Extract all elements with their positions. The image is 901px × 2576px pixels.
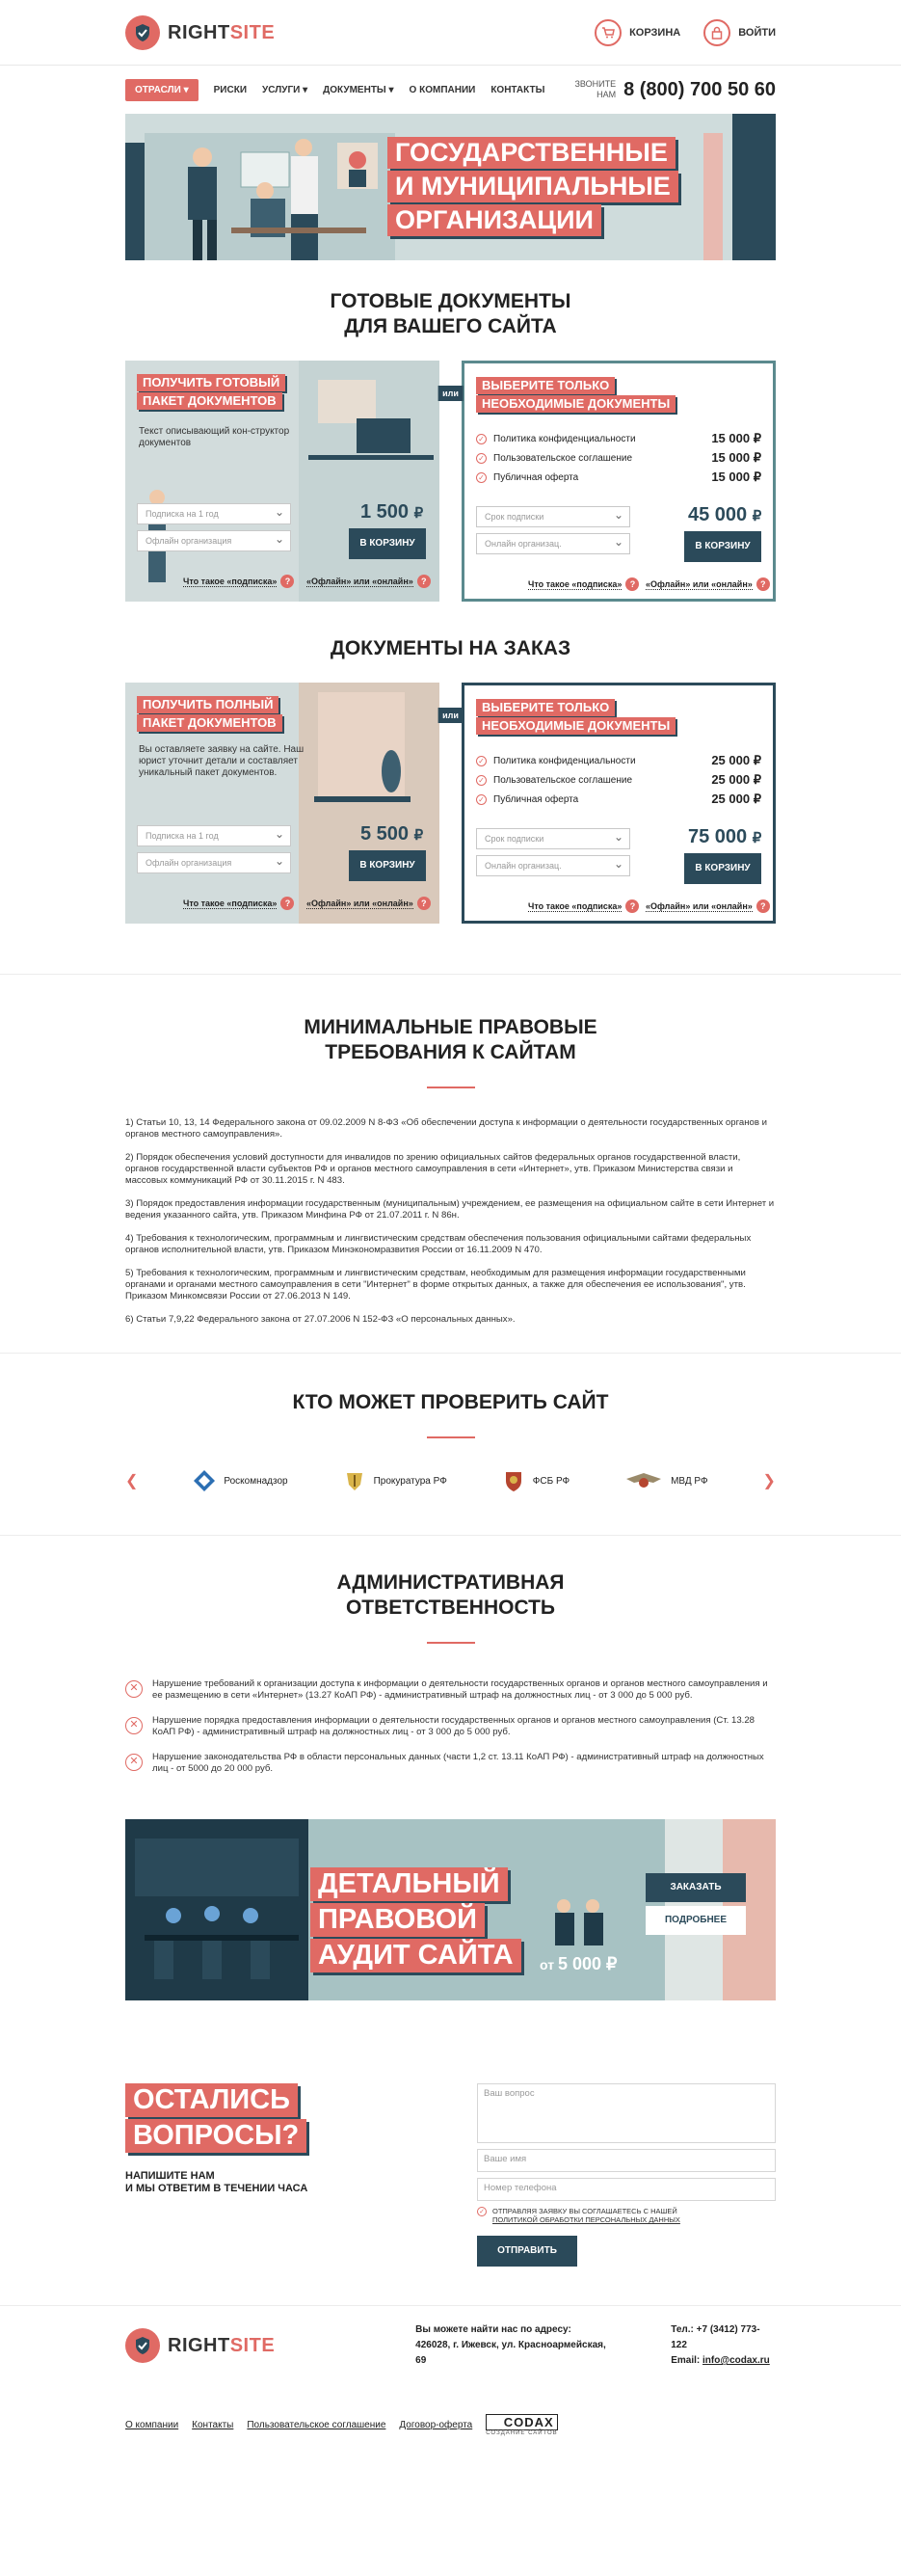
add-to-cart-button[interactable]: В КОРЗИНУ — [349, 850, 426, 881]
ready-doc-list — [476, 429, 761, 487]
subscription-help-link[interactable]: Что такое «подписка» ? — [528, 577, 639, 591]
close-circle-icon: ✕ — [125, 1717, 143, 1734]
question-icon: ? — [625, 899, 639, 913]
carousel-prev-icon[interactable]: ❮ — [125, 1473, 139, 1489]
login-label: ВОЙТИ — [738, 27, 776, 39]
nav-documents[interactable]: ДОКУМЕНТЫ ▾ — [323, 84, 394, 95]
nav-contacts[interactable]: КОНТАКТЫ — [490, 84, 545, 95]
question-icon: ? — [280, 575, 294, 588]
audit-title: ДЕТАЛЬНЫЙ ПРАВОВОЙ АУДИТ САЙТА — [310, 1867, 521, 1974]
term-select[interactable]: Срок подписки ⌄ — [476, 506, 630, 527]
footer-email[interactable]: info@codax.ru — [702, 2355, 770, 2366]
main-nav — [0, 66, 901, 114]
footer-link-contacts[interactable]: Контакты — [192, 2419, 234, 2430]
check-icon: ✓ — [476, 434, 487, 444]
privacy-policy-link[interactable]: ПОЛИТИКОЙ ОБРАБОТКИ ПЕРСОНАЛЬНЫХ ДАННЫХ — [492, 2215, 680, 2224]
liability-list — [125, 1678, 776, 1775]
roskomnadzor-icon — [193, 1469, 216, 1492]
footer-link-offer[interactable]: Договор-оферта — [399, 2419, 473, 2430]
more-audit-button[interactable]: ПОДРОБНЕЕ — [646, 1906, 746, 1935]
add-to-cart-button[interactable]: В КОРЗИНУ — [684, 531, 761, 562]
lock-icon — [703, 19, 730, 46]
custom-package-price: 5 500 ₽ — [360, 823, 424, 845]
ready-select-card — [462, 361, 776, 602]
custom-doc-list — [476, 751, 761, 809]
custom-select-total: 75 000 ₽ — [688, 826, 762, 847]
prosecutor-emblem-icon — [343, 1469, 366, 1492]
or-badge: или — [437, 386, 464, 401]
ready-package-price: 1 500 ₽ — [360, 501, 424, 523]
title-underline — [427, 1436, 475, 1438]
liability-title: АДМИНИСТРАТИВНАЯ ОТВЕТСТВЕННОСТЬ — [336, 1571, 565, 1619]
name-input[interactable]: Ваше имя — [477, 2149, 776, 2172]
question-icon: ? — [417, 575, 431, 588]
ready-package-heading: ПОЛУЧИТЬ ГОТОВЫЙ ПАКЕТ ДОКУМЕНТОВ — [137, 374, 285, 411]
agency-prosecutor[interactable]: Прокуратура РФ — [343, 1469, 447, 1492]
close-circle-icon: ✕ — [125, 1754, 143, 1771]
nav-about[interactable]: О КОМПАНИИ — [409, 84, 476, 95]
question-icon: ? — [417, 897, 431, 910]
law-item: 1) Статьи 10, 13, 14 Федерального закона от 09.02.2009 N 8-ФЗ «Об обеспечении доступа к информации о деятельности государственных органов и органов местного самоуправления». — [125, 1117, 767, 1140]
nav-risks[interactable]: РИСКИ — [213, 84, 248, 95]
header — [0, 0, 901, 66]
liability-item: ✕ Нарушение законодательства РФ в области персональных данных (части 1,2 ст. 13.11 КоАП РФ) - административный штраф на должностных лиц - от 5000 до 20 000 руб. — [125, 1752, 776, 1775]
check-icon: ✓ — [476, 794, 487, 805]
ready-docs-cards — [125, 361, 776, 602]
question-form — [477, 2083, 776, 2267]
online-select[interactable]: Онлайн организац. ⌄ — [476, 533, 630, 554]
shield-icon — [125, 2328, 160, 2363]
close-circle-icon: ✕ — [125, 1680, 143, 1698]
question-icon: ? — [625, 577, 639, 591]
law-item: 5) Требования к технологическим, программным и лингвистическим средствам, необходимым для размещения информации государственными органами и органами местного самоуправления в сети "Интернет" в форме открытых данных, а также для обеспечения ее использования", утв. Приказом Минкомсвязи России от 27.06.2013 N 149. — [125, 1268, 746, 1301]
logo-text: RIGHTSITE — [168, 2334, 276, 2356]
doc-row[interactable]: ✓ Политика конфиденциальности 15 000 ₽ — [476, 429, 761, 448]
add-to-cart-button[interactable]: В КОРЗИНУ — [684, 853, 761, 884]
doc-row[interactable]: ✓ Публичная оферта 15 000 ₽ — [476, 468, 761, 487]
subscription-help-link[interactable]: Что такое «подписка» ? — [528, 899, 639, 913]
custom-package-heading: ПОЛУЧИТЬ ПОЛНЫЙ ПАКЕТ ДОКУМЕНТОВ — [137, 696, 282, 733]
check-icon: ✓ — [476, 775, 487, 786]
call-label: ЗВОНИТЕ НАМ — [574, 79, 617, 99]
question-textarea[interactable]: Ваш вопрос — [477, 2083, 776, 2143]
liability-item: ✕ Нарушение требований к организации доступа к информации о деятельности государственных органов и органов местного самоуправления и ее размещению в сети «Интернет» (13.27 КоАП РФ) - административный штраф на должностных лиц - от 3 000 до 5 000 руб. — [125, 1678, 776, 1702]
footer-link-about[interactable]: О компании — [125, 2419, 179, 2430]
check-icon: ✓ — [476, 453, 487, 464]
offline-help-link[interactable]: «Офлайн» или «онлайн» ? — [646, 899, 770, 913]
question-icon: ? — [756, 577, 770, 591]
check-icon: ✓ — [477, 2207, 487, 2216]
subscription-select[interactable]: Подписка на 1 год ⌄ — [137, 503, 291, 524]
shield-icon — [125, 15, 160, 50]
footer-phone[interactable]: +7 (3412) 773-122 — [671, 2324, 760, 2350]
logo[interactable] — [125, 15, 275, 50]
footer — [0, 2306, 901, 2464]
or-badge: или — [437, 708, 464, 723]
doc-row[interactable]: ✓ Пользовательское соглашение 15 000 ₽ — [476, 448, 761, 468]
custom-select-card — [462, 683, 776, 924]
audit-banner — [125, 1819, 776, 2000]
add-to-cart-button[interactable]: В КОРЗИНУ — [349, 528, 426, 559]
ready-docs-title: ГОТОВЫЕ ДОКУМЕНТЫ ДЛЯ ВАШЕГО САЙТА — [330, 290, 571, 337]
login-link[interactable] — [703, 19, 776, 46]
subscription-select[interactable]: Подписка на 1 год ⌄ — [137, 825, 291, 846]
footer-logo[interactable] — [125, 2328, 275, 2363]
liability-item: ✕ Нарушение порядка предоставления информации о деятельности государственных органов и органов местного самоуправления (Ст. 13.28 КоАП РФ) - административный штраф на должностных лиц - от 3 000 до 5 000 руб. — [125, 1715, 776, 1738]
ready-select-heading: ВЫБЕРИТЕ ТОЛЬКО НЕОБХОДИМЫЕ ДОКУМЕНТЫ — [476, 377, 676, 414]
term-select[interactable]: Срок подписки ⌄ — [476, 828, 630, 849]
cart-link[interactable] — [595, 19, 680, 46]
check-icon: ✓ — [476, 756, 487, 766]
question-icon: ? — [280, 897, 294, 910]
doc-row[interactable]: ✓ Политика конфиденциальности 25 000 ₽ — [476, 751, 761, 770]
audit-price: от 5 000 ₽ — [540, 1954, 618, 1973]
title-underline — [427, 1087, 475, 1088]
custom-package-card — [125, 683, 439, 924]
footer-address: Вы можете найти нас по адресу: 426028, г. Ижевск, ул. Красноармейская, 69 — [415, 2324, 606, 2366]
law-item: 2) Порядок обеспечения условий доступности для инвалидов по зрению официальных сайтов федеральных органов государственной власти, органов государственной власти субъектов РФ и органов местного самоуправления в сети «Интернет», утв. Приказом Министерства связи и массовых коммуникаций РФ от 30.11.2015 г. N 483. — [125, 1152, 741, 1186]
carousel-next-icon[interactable]: ❯ — [762, 1473, 776, 1489]
custom-docs-cards — [125, 683, 776, 924]
laws-list — [125, 1117, 776, 1326]
question-icon: ? — [756, 899, 770, 913]
agency-fsb[interactable]: ФСБ РФ — [502, 1469, 570, 1492]
footer-link-agreement[interactable]: Пользовательское соглашение — [247, 2419, 386, 2430]
divider — [0, 1353, 901, 1354]
questions-title: ОСТАЛИСЬ ВОПРОСЫ? — [125, 2083, 376, 2153]
ready-package-card — [125, 361, 439, 602]
logo-text: RIGHTSITE — [168, 21, 276, 43]
agency-roskomnadzor[interactable]: Роскомнадзор — [193, 1469, 287, 1492]
codax-logo[interactable]: CODAX СОЗДАНИЕ САЙТОВ — [486, 2414, 558, 2436]
offline-help-link[interactable]: «Офлайн» или «онлайн» ? — [306, 575, 431, 588]
divider — [0, 974, 901, 975]
law-item: 3) Порядок предоставления информации государственным (муниципальным) учреждением, ее размещения на официальном сайте в сети Интернет и ведения указанного сайта, утв. Приказом Минфина РФ от 21.07.2011 г. N 86н. — [125, 1198, 775, 1221]
custom-docs-title: ДОКУМЕНТЫ НА ЗАКАЗ — [330, 637, 571, 659]
divider — [0, 1535, 901, 1536]
fsb-emblem-icon — [502, 1469, 525, 1492]
agencies-carousel — [125, 1469, 776, 1492]
cart-label: КОРЗИНА — [629, 27, 681, 39]
questions-section — [125, 2083, 776, 2267]
hero-title: ГОСУДАРСТВЕННЫЕ И МУНИЦИПАЛЬНЫЕ ОРГАНИЗАЦИИ — [387, 137, 725, 238]
doc-row[interactable]: ✓ Пользовательское соглашение 25 000 ₽ — [476, 770, 761, 790]
online-select[interactable]: Онлайн организац. ⌄ — [476, 855, 630, 876]
ready-select-total: 45 000 ₽ — [688, 504, 762, 525]
order-audit-button[interactable]: ЗАКАЗАТЬ — [646, 1873, 746, 1902]
offline-help-link[interactable]: «Офлайн» или «онлайн» ? — [646, 577, 770, 591]
ready-package-desc: Текст описывающий кон-структор документов — [139, 426, 290, 448]
title-underline — [427, 1642, 475, 1644]
agency-mvd[interactable]: МВД РФ — [624, 1469, 708, 1492]
send-button[interactable]: ОТПРАВИТЬ — [477, 2236, 577, 2267]
subscription-help-link[interactable]: Что такое «подписка» ? — [183, 897, 294, 910]
cart-icon — [595, 19, 622, 46]
nav-services[interactable]: УСЛУГИ ▾ — [262, 84, 308, 95]
footer-links — [125, 2405, 558, 2444]
nav-industries[interactable]: ОТРАСЛИ ▾ — [125, 79, 199, 101]
phone-input[interactable]: Номер телефона — [477, 2178, 776, 2201]
consent-checkbox[interactable]: ✓ ОТПРАВЛЯЯ ЗАЯВКУ ВЫ СОГЛАШАЕТЕСЬ С НАШЕЙ ПОЛИТИКОЙ ОБРАБОТКИ ПЕРСОНАЛЬНЫХ ДАННЫХ — [477, 2207, 776, 2224]
doc-row[interactable]: ✓ Публичная оферта 25 000 ₽ — [476, 790, 761, 809]
offline-help-link[interactable]: «Офлайн» или «онлайн» ? — [306, 897, 431, 910]
checkers-title: КТО МОЖЕТ ПРОВЕРИТЬ САЙТ — [292, 1391, 609, 1413]
mvd-emblem-icon — [624, 1469, 663, 1492]
hero-banner — [125, 114, 776, 260]
footer-contacts: Тел.: +7 (3412) 773-122 Email: info@codax.ru — [671, 2324, 770, 2366]
subscription-help-link[interactable]: Что такое «подписка» ? — [183, 575, 294, 588]
law-item: 6) Статьи 7,9,22 Федерального закона от 27.07.2006 N 152-ФЗ «О персональных данных». — [125, 1314, 516, 1325]
organization-type-select[interactable]: Офлайн организация ⌄ — [137, 852, 291, 873]
phone-number[interactable]: 8 (800) 700 50 60 — [623, 78, 776, 100]
check-icon: ✓ — [476, 472, 487, 483]
law-item: 4) Требования к технологическим, программным и лингвистическим средствам обеспечения пользования официальными сайтами федеральных органов исполнительной власти, утв. Приказом Минэкономразвития России от 16.11.2009 N 470. — [125, 1233, 752, 1255]
custom-package-desc: Вы оставляете заявку на сайте. Наш юрист уточнит детали и составляет уникальный пакет документов. — [139, 744, 305, 778]
custom-select-heading: ВЫБЕРИТЕ ТОЛЬКО НЕОБХОДИМЫЕ ДОКУМЕНТЫ — [476, 699, 676, 736]
questions-subtitle: НАПИШИТЕ НАМ И МЫ ОТВЕТИМ В ТЕЧЕНИИ ЧАСА — [125, 2170, 308, 2194]
laws-title: МИНИМАЛЬНЫЕ ПРАВОВЫЕ ТРЕБОВАНИЯ К САЙТАМ — [304, 1016, 597, 1063]
organization-type-select[interactable]: Офлайн организация ⌄ — [137, 530, 291, 551]
